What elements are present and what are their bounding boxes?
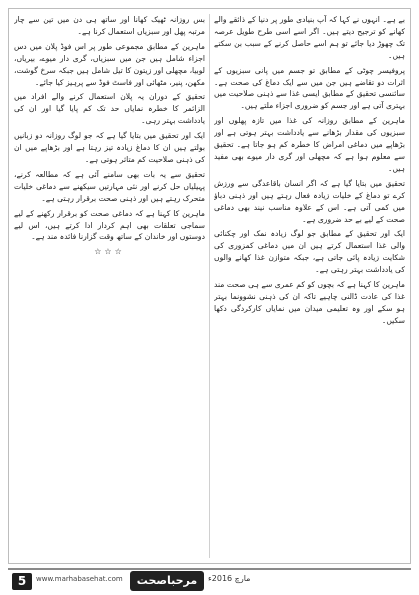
- paragraph: تحقیق کے دوران یہ پلان استعمال کرنے والے افراد میں الزائمر کا خطرہ نمایاں حد تک کم پایا گیا اور ان کی یادداشت بہتر رہی۔: [14, 92, 205, 126]
- paragraph: ماہرین کے مطابق مجموعی طور پر اس فوڈ پلان میں دس اجزاء شامل ہیں جن میں سبزیاں، گری دار میوے، بیریاں، لوبیا، مچھلی اور زیتون کا تیل شامل ہیں جبکہ سرخ گوشت، مکھن، پنیر، مٹھائی اور فاسٹ فوڈ سے پرہیز کیا جائے۔: [14, 41, 205, 87]
- paragraph: بس روزانہ ٹھیک کھانا اور ساتھ ہی دن میں تین سے چار مرتبہ پھل اور سبزیاں استعمال کرنا ہے۔: [14, 15, 205, 36]
- magazine-logo: مرحباصحت: [130, 571, 204, 591]
- paragraph: ماہرین کا کہنا ہے کہ دماغی صحت کو برقرار رکھنے کے لیے سماجی تعلقات بھی اہم کردار ادا کرتے ہیں، اس لیے دوستوں اور خاندان کے ساتھ وقت گزارنا فائدہ مند ہے۔: [14, 208, 205, 242]
- paragraph: تحقیق سے یہ بات بھی سامنے آئی ہے کہ مطالعہ کرنے، پہیلیاں حل کرنے اور نئی مہارتیں سیکھنے سے دماغی خلیات متحرک رہتے ہیں اور ذہنی صحت برقرار رہتی ہے۔: [14, 169, 205, 203]
- paragraph: بے ہے۔ انہوں نے کہا کہ آپ بنیادی طور پر دنیا کے ذائقے والے کھانے کو ترجیح دیتے ہیں۔ اگر اسے اسی طرح طویل عرصہ تک چھوڑ دیا جائے تو ہم اسے حاصل کرنے کے سبب بن سکتے ہیں۔: [214, 15, 405, 60]
- page-number: 5: [12, 573, 32, 590]
- left-column: [14, 14, 205, 558]
- page-footer: [0, 566, 419, 595]
- footer-rule: [8, 568, 411, 570]
- column-divider: [209, 14, 210, 558]
- website-link[interactable]: www.marhabasehat.com: [36, 575, 123, 583]
- issue-date: مارچ 2016ء: [208, 574, 251, 583]
- paragraph: پروفیسر چوٹی کے مطابق تو جسم میں پانی سبزیوں کے اثرات دو تقاضے ہیں جن میں سے ایک دماغ کی صحت ہے۔ سائنسی تحقیق کے مطابق ایسی غذا سے ذہنی صلاحیت میں بہتری آتی ہے اور جسم کو ضروری اجزاء ملتے ہیں۔: [214, 65, 405, 111]
- paragraph: ماہرین کے مطابق روزانہ کی غذا میں تازہ پھلوں اور سبزیوں کی مقدار بڑھانے سے یادداشت بہتر ہوتی ہے اور بڑھاپے میں دماغی امراض کا خطرہ کم ہو جاتا ہے۔ تحقیق سے معلوم ہوا ہے کہ مچھلی اور گری دار میوے بھی مفید ہیں۔: [214, 116, 405, 173]
- paragraph: ماہرین کا کہنا ہے کہ بچوں کو کم عمری سے ہی صحت مند غذا کی عادت ڈالنی چاہیے تاکہ ان کی ذہنی نشوونما بہتر ہو سکے اور وہ تعلیمی میدان میں نمایاں کارکردگی دکھا سکیں۔: [214, 280, 405, 325]
- section-end-stars: ☆☆☆: [94, 247, 125, 257]
- paragraph: ایک اور تحقیق کے مطابق جو لوگ زیادہ نمک اور چکنائی والی غذا استعمال کرتے ہیں ان میں دماغی کمزوری کی شکایت زیادہ پائی جاتی ہے، جبکہ متوازن غذا کھانے والوں کی یادداشت بہتر رہتی ہے۔: [214, 229, 405, 275]
- paragraph: ایک اور تحقیق میں بتایا گیا ہے کہ جو لوگ روزانہ دو زبانیں بولتے ہیں ان کا دماغ زیادہ تیز رہتا ہے اور بڑھاپے میں ان کی ذہنی صلاحیت کم متاثر ہوتی ہے۔: [14, 131, 205, 164]
- paragraph: تحقیق میں بتایا گیا ہے کہ اگر انسان باقاعدگی سے ورزش کرے تو دماغ کے خلیات زیادہ فعال رہتے ہیں اور ذہنی دباؤ میں کمی آتی ہے۔ اس کے علاوہ مناسب نیند بھی دماغی صحت کے لیے بے حد ضروری ہے۔: [214, 178, 405, 224]
- right-column: [214, 14, 405, 558]
